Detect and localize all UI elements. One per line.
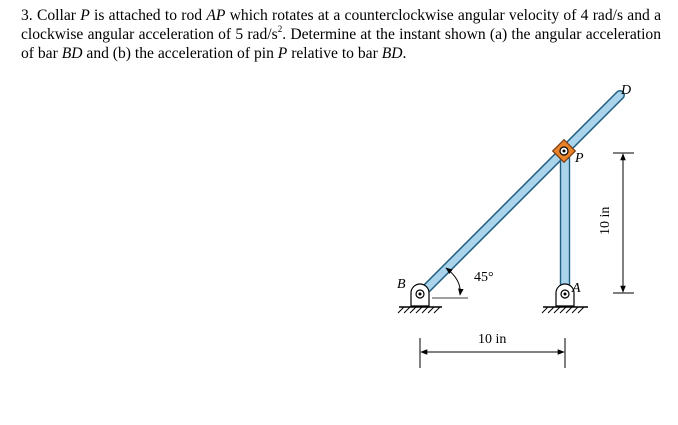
var-rod-ap: AP — [206, 7, 226, 24]
angle-label: 45° — [474, 270, 494, 285]
problem-text-3: which rotates at a counterclockwise angular velocity of 4 rad/s and a clockwise angular acceleration of 5 rad/s — [21, 7, 661, 43]
problem-text-7: . — [402, 45, 407, 62]
problem-text-4: . Determine at the instant shown (a) the angular acceleration of bar — [21, 26, 662, 62]
problem-text-1: Collar — [32, 7, 81, 24]
problem-text-5: and (b) the acceleration of pin — [82, 45, 278, 62]
var-bar-bd-2: BD — [381, 45, 403, 62]
label-p: P — [575, 151, 584, 166]
bar-bd-fill — [420, 95, 620, 295]
superscript-2: 2 — [277, 23, 283, 34]
var-collar-p: P — [80, 7, 90, 24]
horizontal-dimension-label: 10 in — [478, 332, 507, 347]
var-bar-bd: BD — [61, 45, 83, 62]
var-pin-p: P — [277, 45, 288, 62]
problem-text-6: relative to bar — [287, 45, 382, 62]
vertical-dimension-label: 10 in — [598, 206, 613, 235]
rod-ap — [561, 158, 570, 296]
label-d: D — [621, 83, 632, 98]
problem-number: 3. — [21, 7, 33, 24]
label-b: B — [397, 277, 406, 292]
support-a — [542, 284, 588, 313]
problem-text-2: is attached to rod — [89, 7, 207, 24]
vertical-dimension — [613, 153, 634, 293]
label-a: A — [572, 281, 581, 296]
pin-p-center — [563, 150, 566, 153]
